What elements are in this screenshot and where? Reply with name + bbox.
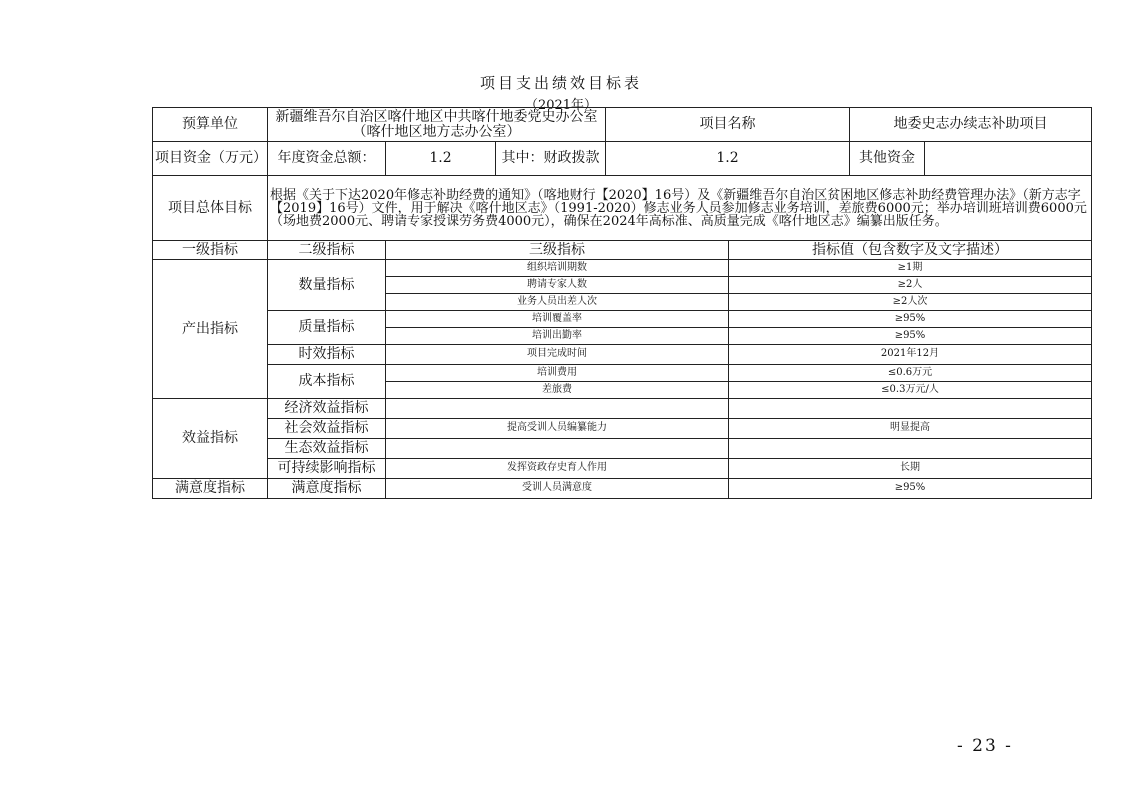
subgroup-quantity: 数量指标 xyxy=(268,260,386,311)
value-cell: 2021年12月 xyxy=(729,345,1092,365)
col-value-header: 指标值（包含数字及文字描述） xyxy=(729,241,1092,260)
subgroup-ecological: 生态效益指标 xyxy=(268,439,386,459)
budget-unit-label: 预算单位 xyxy=(153,108,268,142)
project-name-label: 项目名称 xyxy=(606,108,850,142)
indicator-cell: 培训覆盖率 xyxy=(386,311,729,328)
project-name-value: 地委史志办续志补助项目 xyxy=(850,108,1092,142)
other-funds-label: 其他资金 xyxy=(850,142,925,176)
subgroup-sustainable: 可持续影响指标 xyxy=(268,459,386,479)
col-level1-header: 一级指标 xyxy=(153,241,268,260)
value-cell: 明显提高 xyxy=(729,419,1092,439)
value-cell xyxy=(729,439,1092,459)
indicator-cell: 项目完成时间 xyxy=(386,345,729,365)
value-cell: ≤0.6万元 xyxy=(729,365,1092,382)
value-cell: ≥95% xyxy=(729,311,1092,328)
overall-goal-label: 项目总体目标 xyxy=(153,176,268,241)
col-level3-header: 三级指标 xyxy=(386,241,729,260)
subgroup-quality: 质量指标 xyxy=(268,311,386,345)
group-satisfaction: 满意度指标 xyxy=(153,479,268,499)
page-title: 项目支出绩效目标表 xyxy=(479,74,642,92)
indicator-cell xyxy=(386,439,729,459)
indicator-cell: 培训费用 xyxy=(386,365,729,382)
budget-unit-value: 新疆维吾尔自治区喀什地区中共喀什地委党史办公室（喀什地区地方志办公室） xyxy=(268,108,606,142)
fiscal-allocation-value: 1.2 xyxy=(606,142,850,176)
indicator-cell: 聘请专家人数 xyxy=(386,277,729,294)
indicator-cell: 培训出勤率 xyxy=(386,328,729,345)
annual-total-value: 1.2 xyxy=(386,142,496,176)
page-number: - 23 - xyxy=(957,736,1013,756)
group-benefit: 效益指标 xyxy=(153,399,268,479)
value-cell: ≥2人次 xyxy=(729,294,1092,311)
value-cell: ≥95% xyxy=(729,479,1092,499)
subgroup-timeliness: 时效指标 xyxy=(268,345,386,365)
other-funds-value xyxy=(925,142,1092,176)
indicator-cell: 提高受训人员编纂能力 xyxy=(386,419,729,439)
indicator-cell: 发挥资政存史育人作用 xyxy=(386,459,729,479)
indicator-cell: 组织培训期数 xyxy=(386,260,729,277)
indicator-cell: 业务人员出差人次 xyxy=(386,294,729,311)
value-cell: 长期 xyxy=(729,459,1092,479)
overall-goal-text: 根据《关于下达2020年修志补助经费的通知》（喀地财行【2020】16号）及《新疆维吾尔自治区贫困地区修志补助经费管理办法》（新方志字【2019】16号）文件，用于解决《喀什地区志》（1991-2020）修志业务人员参加修志业务培训，差旅费6000元；举办培训班培训费6000元（场地费2000元、聘请专家授课劳务费4000元），确保在2024年高标准、高质量完成《喀什地区志》编纂出版任务。 xyxy=(268,176,1092,241)
annual-total-label: 年度资金总额： xyxy=(268,142,386,176)
indicator-cell: 差旅费 xyxy=(386,382,729,399)
indicator-cell: 受训人员满意度 xyxy=(386,479,729,499)
value-cell: ≤0.3万元/人 xyxy=(729,382,1092,399)
subgroup-satisfaction: 满意度指标 xyxy=(268,479,386,499)
project-funds-label: 项目资金（万元） xyxy=(153,142,268,176)
year-subtitle: （2021年） xyxy=(524,98,598,113)
value-cell: ≥95% xyxy=(729,328,1092,345)
value-cell xyxy=(729,399,1092,419)
value-cell: ≥2人 xyxy=(729,277,1092,294)
indicator-cell xyxy=(386,399,729,419)
subgroup-economic: 经济效益指标 xyxy=(268,399,386,419)
fiscal-allocation-label: 其中：财政拨款 xyxy=(496,142,606,176)
subgroup-social: 社会效益指标 xyxy=(268,419,386,439)
performance-goal-table xyxy=(152,107,1092,499)
subgroup-cost: 成本指标 xyxy=(268,365,386,399)
value-cell: ≥1期 xyxy=(729,260,1092,277)
col-level2-header: 二级指标 xyxy=(268,241,386,260)
group-output: 产出指标 xyxy=(153,260,268,399)
